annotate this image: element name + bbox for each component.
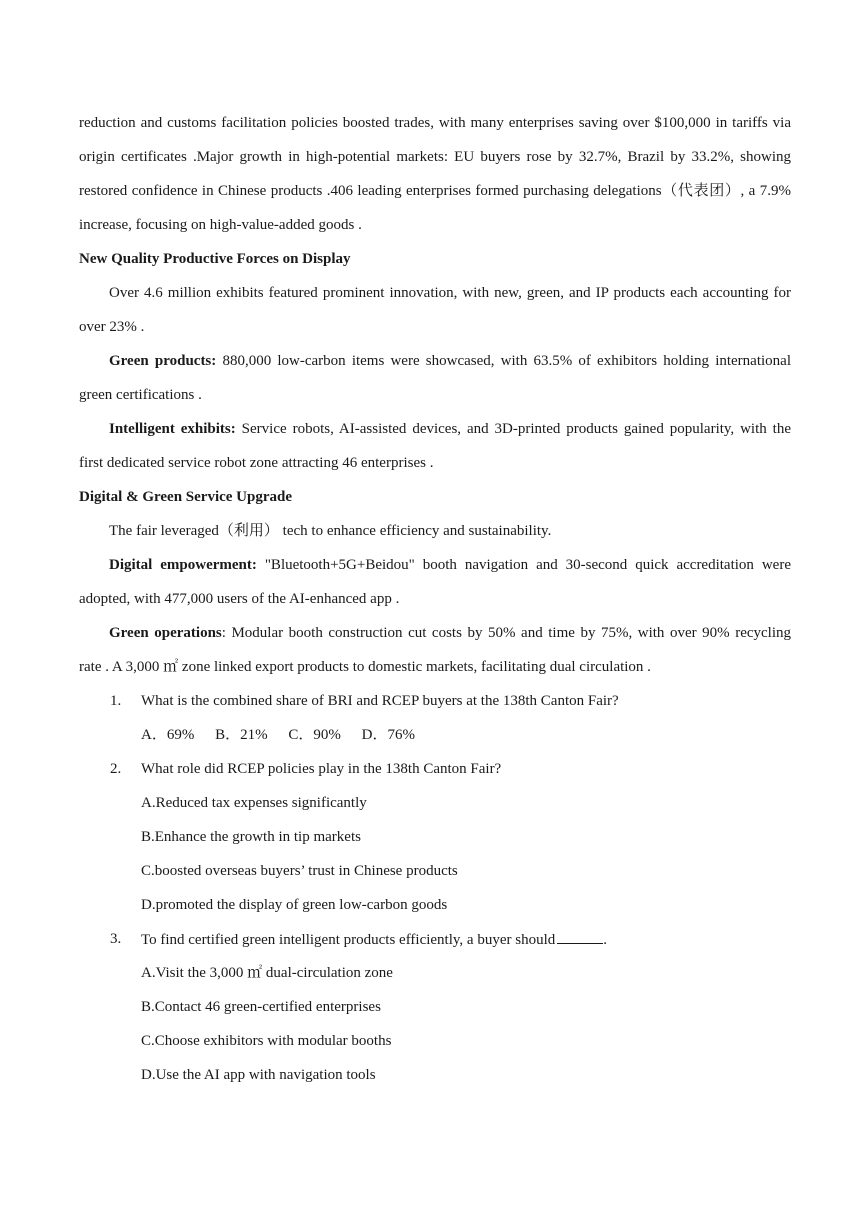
option-c[interactable]: C.Choose exhibitors with modular booths	[141, 1033, 392, 1049]
intelligent-exhibits-label: Intelligent exhibits:	[109, 421, 236, 437]
option-d[interactable]: D.promoted the display of green low-carbon goods	[141, 897, 448, 913]
innovation-para-line-2: over 23% .	[79, 319, 145, 335]
option-a[interactable]: A.Reduced tax expenses significantly	[141, 795, 367, 811]
digital-empowerment-label: Digital empowerment:	[109, 557, 257, 573]
question-1	[79, 684, 791, 718]
digital-empowerment-line-1	[79, 548, 791, 582]
option-b[interactable]: B.Enhance the growth in tip markets	[141, 829, 361, 845]
intelligent-exhibits-line-2: first dedicated service robot zone attracting 46 enterprises .	[79, 455, 434, 471]
question-text: What role did RCEP policies play in the 138th Canton Fair?	[141, 761, 502, 777]
intro-line-4: increase, focusing on high-value-added goods .	[79, 217, 362, 233]
document-page	[79, 106, 791, 1092]
intro-line-1: reduction and customs facilitation policies boosted trades, with many enterprises saving over $100,000 in tariffs via	[79, 115, 791, 131]
green-operations-text: : Modular booth construction cut costs by 50% and time by 75%, with over 90% recycling	[221, 625, 791, 641]
question-3	[79, 922, 791, 956]
green-operations-line-2: rate . A 3,000 ㎡ zone linked export products to domestic markets, facilitating dual circulation .	[79, 659, 651, 675]
green-products-line-1	[79, 344, 791, 378]
choice-d[interactable]: D．76%	[361, 727, 415, 743]
green-operations-line-1	[79, 616, 791, 650]
question-text: To find certified green intelligent products efficiently, a buyer should	[141, 932, 556, 948]
green-products-label: Green products:	[109, 353, 217, 369]
intro-line-3: restored confidence in Chinese products .406 leading enterprises formed purchasing delegations（代表团）, a 7.9%	[79, 183, 791, 199]
choice-c[interactable]: C．90%	[288, 727, 341, 743]
question-2	[79, 752, 791, 786]
green-operations-label: Green operations	[109, 625, 222, 641]
digital-empowerment-text: "Bluetooth+5G+Beidou" booth navigation and 30-second quick accreditation were	[256, 557, 791, 573]
intelligent-exhibits-line-1	[79, 412, 791, 446]
fair-leveraged-line: The fair leveraged（利用） tech to enhance efficiency and sustainability.	[109, 523, 552, 539]
option-b[interactable]: B.Contact 46 green-certified enterprises	[141, 999, 381, 1015]
innovation-para-line-1: Over 4.6 million exhibits featured prominent innovation, with new, green, and IP products each accounting for	[109, 285, 791, 301]
option-c[interactable]: C.boosted overseas buyers’ trust in Chinese products	[141, 863, 458, 879]
intelligent-exhibits-text: Service robots, AI-assisted devices, and 3D-printed products gained popularity, with the	[235, 421, 792, 437]
intro-line-2: origin certificates .Major growth in high-potential markets: EU buyers rose by 32.7%, Brazil by 33.2%, showing	[79, 149, 791, 165]
digital-empowerment-line-2: adopted, with 477,000 users of the AI-enhanced app .	[79, 591, 400, 607]
question-text-end: .	[603, 932, 607, 948]
choice-b[interactable]: B．21%	[215, 727, 268, 743]
section-heading-new-quality: New Quality Productive Forces on Display	[79, 251, 351, 267]
green-products-text: 880,000 low-carbon items were showcased, with 63.5% of exhibitors holding international	[216, 353, 791, 369]
question-1-choices	[79, 718, 791, 752]
green-products-line-2: green certifications .	[79, 387, 202, 403]
question-number: 1.	[110, 693, 122, 709]
question-number: 3.	[110, 931, 122, 947]
option-d[interactable]: D.Use the AI app with navigation tools	[141, 1067, 376, 1083]
answer-blank	[557, 922, 603, 944]
section-heading-digital-green: Digital & Green Service Upgrade	[79, 489, 293, 505]
option-a[interactable]: A.Visit the 3,000 ㎡ dual-circulation zone	[141, 965, 393, 981]
question-text: What is the combined share of BRI and RCEP buyers at the 138th Canton Fair?	[141, 693, 619, 709]
question-number: 2.	[110, 761, 122, 777]
choice-a[interactable]: A．69%	[141, 727, 195, 743]
